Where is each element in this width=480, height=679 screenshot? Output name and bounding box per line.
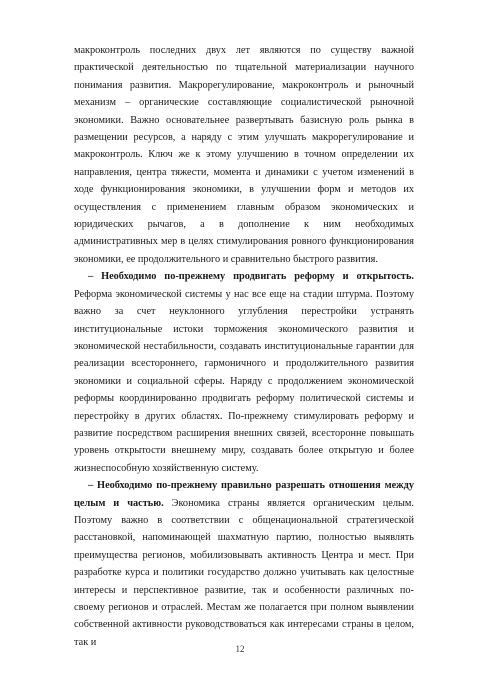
paragraph-text: Экономика страны является органическим целым. Поэтому важно в соответствии с общенациональной стратегической расстановкой, напоминающей шахматную партию, полностью выявлять преимущества регионов, мобилизовывать активность Центра и мест. При разработке курса и политики государство должно учитывать как целостные интересы и перспективное развитие, так и особенности различных по-своему регионов и отраслей. Местам же полагается при полном выявлении собственной активности руководствоваться как интересами страны в целом, так и — [74, 497, 414, 648]
paragraph-heading: – Необходимо по-прежнему продвигать реформу и открытость. — [88, 271, 414, 283]
page-number: 12 — [235, 644, 245, 654]
paragraph-reform — [74, 268, 414, 477]
paragraph-text: Реформа экономической системы у нас все еще на стадии штурма. Поэтому важно за счет неуклонного углубления перестройки устранять институциональные истоки торможения экономического развития и экономической нестабильности, создавать институциональные гарантии для реализации всестороннего, гармоничного и продолжительного развития экономики и социальной сферы. Наряду с продолжением экономической реформы координированно продвигать реформу политической системы и перестройку в других областях. По-прежнему стимулировать реформу и развитие посредством расширения внешних связей, всесторонне повышать уровень открытости внешнему миру, создавать более открытую и более жизнеспособную хозяйственную систему. — [74, 288, 414, 474]
paragraph-heading: – Необходимо по-прежнему правильно разрешать отношения между целым и частью. — [74, 480, 414, 509]
paragraph-text: макроконтроль последних двух лет являются по существу важной практической деятельностью по тщательной материализации научного понимания развития. Макрорегулирование, макроконтроль и рыночный механизм – органические составляющие социалистической рыночной экономики. Важно основательнее развертывать базисную роль рынка в размещении ресурсов, а наряду с этим улучшать макрорегулирование и макроконтроль. Ключ же к этому улучшению в точном определении их направления, центра тяжести, момента и динамики с учетом изменений в ходе функционирования экономики, в улучшении форм и методов их осуществления с применением главным образом экономических и юридических рычагов, а в дополнение к ним необходимых административных мер в целях стимулирования ровного функционирования экономики, ее продолжительного и сравнительно быстрого развития. — [74, 45, 414, 265]
paragraph-macrocontrol — [74, 42, 414, 268]
paragraph-whole-and-part — [74, 477, 414, 651]
